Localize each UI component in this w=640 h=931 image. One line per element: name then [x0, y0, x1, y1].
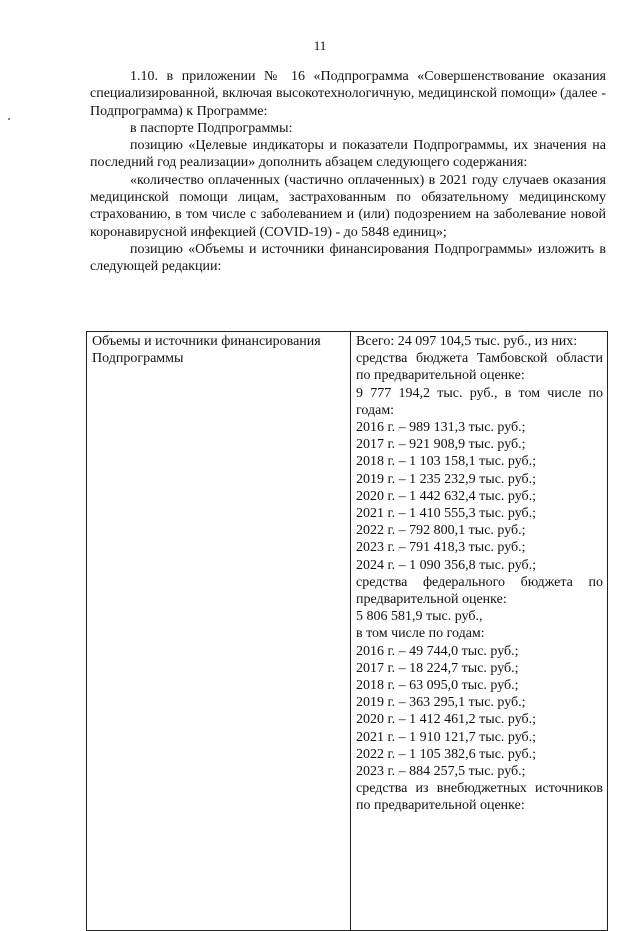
financing-line: средства бюджета Тамбовской области по предварительной оценке: — [356, 351, 603, 384]
financing-line: 2017 г. – 18 224,7 тыс. руб.; — [356, 660, 519, 676]
financing-line: 2022 г. – 1 105 382,6 тыс. руб.; — [356, 746, 537, 762]
financing-table — [86, 331, 608, 931]
financing-line: Всего: 24 097 104,5 тыс. руб., из них: — [356, 334, 578, 349]
financing-line: 2019 г. – 363 295,1 тыс. руб.; — [356, 695, 526, 711]
financing-line: 2024 г. – 1 090 356,8 тыс. руб.; — [356, 557, 537, 573]
financing-line: 2018 г. – 63 095,0 тыс. руб.; — [356, 678, 519, 694]
financing-line: 2016 г. – 989 131,3 тыс. руб.; — [356, 420, 526, 436]
financing-line: 2018 г. – 1 103 158,1 тыс. руб.; — [356, 454, 537, 470]
scan-artifact — [8, 118, 10, 120]
paragraph-passport: в паспорте Подпрограммы: — [130, 120, 293, 136]
financing-line: 2021 г. – 1 910 121,7 тыс. руб.; — [356, 729, 537, 745]
financing-line: 9 777 194,2 тыс. руб., в том числе по годам: — [356, 385, 603, 418]
financing-line: 2019 г. – 1 235 232,9 тыс. руб.; — [356, 471, 537, 487]
financing-line: в том числе по годам: — [356, 626, 485, 642]
paragraph-financing-position: позицию «Объемы и источники финансирования Подпрограммы» изложить в следующей редакции: — [90, 241, 606, 275]
financing-line: 2020 г. – 1 412 461,2 тыс. руб.; — [356, 712, 537, 728]
financing-line: 2023 г. – 884 257,5 тыс. руб.; — [356, 764, 526, 780]
financing-line: 5 806 581,9 тыс. руб., — [356, 609, 483, 625]
financing-line: средства федерального бюджета по предварительной оценке: — [356, 574, 603, 608]
financing-line: 2021 г. – 1 410 555,3 тыс. руб.; — [356, 506, 537, 522]
paragraph-quantity: «количество оплаченных (частично оплаченных) в 2021 году случаев оказания медицинской помощи лицам, застрахованным по обязательному медицинскому страхованию, в том числе с заболеванием и (или) подозрением на заболевание новой коронавирусной инфекцией (COVID-19) - до 5848 единиц»; — [90, 172, 606, 240]
financing-line: 2023 г. – 791 418,3 тыс. руб.; — [356, 540, 526, 556]
financing-line: средства из внебюджетных источников по предварительной оценке: — [356, 781, 603, 814]
table-cell-values — [351, 332, 608, 931]
financing-line: 2016 г. – 49 744,0 тыс. руб.; — [356, 643, 519, 659]
paragraph-indicators: позицию «Целевые индикаторы и показатели Подпрограммы, их значения на последний год реализации» дополнить абзацем следующего содержания: — [90, 138, 606, 171]
paragraph-amendment-intro: 1.10. в приложении № 16 «Подпрограмма «Совершенствование оказания специализированной, включая высокотехнологичную, медицинской помощи» (далее - Подпрограмма) к Программе: — [90, 69, 606, 119]
financing-line: 2017 г. – 921 908,9 тыс. руб.; — [356, 437, 526, 453]
financing-line: 2020 г. – 1 442 632,4 тыс. руб.; — [356, 488, 537, 504]
table-cell-label: Объемы и источники финансирования Подпрограммы — [87, 332, 351, 931]
financing-line: 2022 г. – 792 800,1 тыс. руб.; — [356, 523, 526, 539]
page-number: 11 — [313, 38, 327, 53]
amendment-text — [90, 68, 606, 276]
table-row — [87, 332, 608, 931]
